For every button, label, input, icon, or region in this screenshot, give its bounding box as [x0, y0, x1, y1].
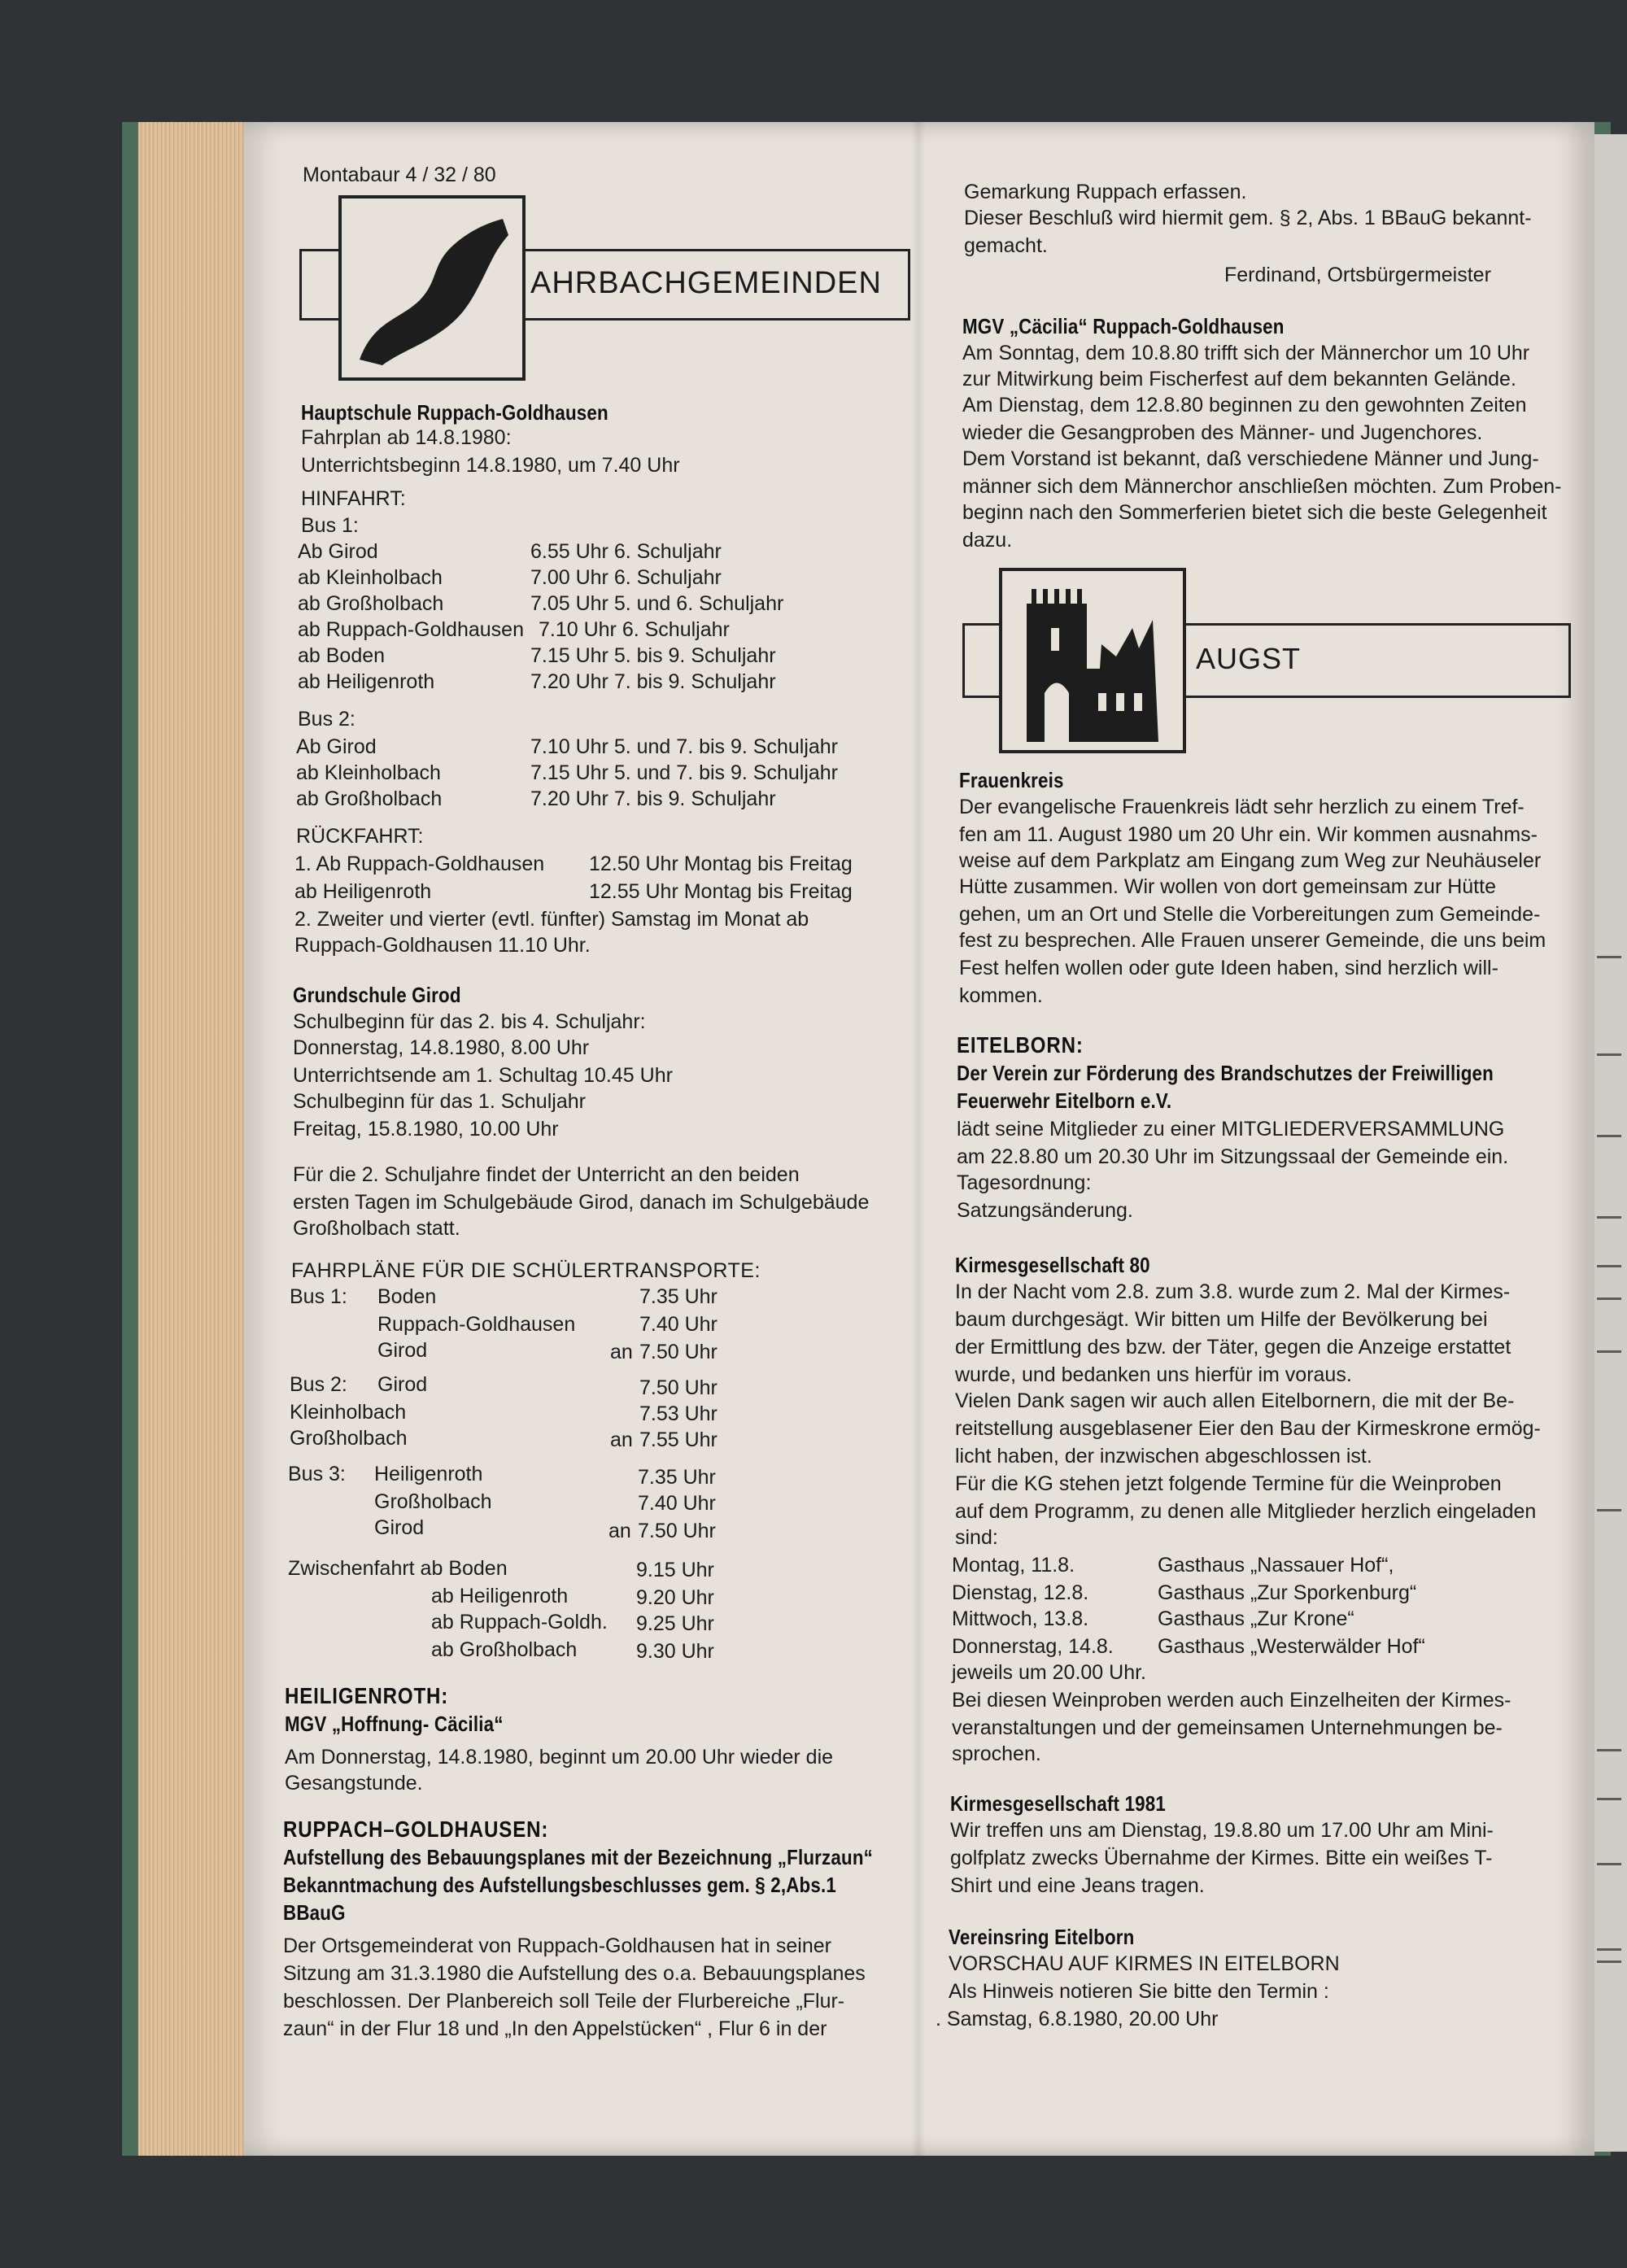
text-line: licht haben, der inzwischen abgeschlossen ist. — [955, 1445, 1372, 1468]
heading-kirmesgesellschaft-80: Kirmesgesellschaft 80 — [955, 1253, 1150, 1277]
text-line: Großholbach statt. — [293, 1217, 460, 1240]
stop: ab Ruppach-Goldhausen — [298, 618, 524, 641]
stop: ab Heiligenroth — [294, 880, 432, 903]
heading-vereinsring: Vereinsring Eitelborn — [949, 1925, 1135, 1949]
time: 7.35 Uhr — [638, 1466, 716, 1489]
time: 7.40 Uhr — [638, 1492, 716, 1515]
time: 7.50 Uhr — [639, 1376, 718, 1399]
text-line: weise auf dem Parkplatz am Eingang zum Weg zur Neuhäuseler — [959, 849, 1542, 872]
heading-ruppach-goldhausen: RUPPACH–GOLDHAUSEN: — [283, 1817, 549, 1842]
river-logo-icon — [342, 198, 522, 377]
text-line: Dieser Beschluß wird hiermit gem. § 2, Abs. 1 BBauG bekannt- — [964, 207, 1532, 229]
time: 9.25 Uhr — [636, 1612, 714, 1635]
stop: ab Heiligenroth — [298, 670, 435, 693]
ahrbach-logo-box — [338, 195, 526, 381]
section-title-augst: AUGST — [1196, 642, 1302, 675]
heading-grundschule: Grundschule Girod — [293, 983, 461, 1007]
text-line: Für die 2. Schuljahre findet der Unterricht an den beiden — [293, 1163, 800, 1186]
augst-logo-box — [999, 568, 1186, 753]
hinfahrt-label: HINFAHRT: — [301, 487, 406, 510]
time: 7.53 Uhr — [639, 1402, 718, 1425]
heading-kirmesgesellschaft-1981: Kirmesgesellschaft 1981 — [950, 1791, 1166, 1816]
text-line: ersten Tagen im Schulgebäude Girod, danach im Schulgebäude — [293, 1191, 870, 1214]
text-line: Shirt und eine Jeans tragen. — [950, 1874, 1205, 1897]
bus1-label: Bus 1: — [301, 514, 359, 537]
termin-date: Dienstag, 12.8. — [952, 1581, 1089, 1604]
text-line: der Ermittlung des bzw. der Täter, gegen die Anzeige erstattet — [955, 1336, 1511, 1359]
stop: ab Kleinholbach — [298, 566, 443, 589]
text-line: Der Ortsgemeinderat von Ruppach-Goldhausen hat in seiner — [283, 1934, 831, 1957]
heading-frauenkreis: Frauenkreis — [959, 768, 1064, 792]
text-line: reitstellung ausgeblasener Eier den Bau der Kirmeskrone ermög- — [955, 1417, 1541, 1440]
stop: Großholbach — [374, 1490, 492, 1513]
text-line: Unterrichtsende am 1. Schultag 10.45 Uhr — [293, 1064, 673, 1087]
stop: Zwischenfahrt ab Boden — [288, 1557, 508, 1580]
stop: Girod — [377, 1339, 428, 1362]
text-line: . Samstag, 6.8.1980, 20.00 Uhr — [936, 2008, 1219, 2030]
text-line: beginn nach den Sommerferien bietet sich die beste Gelegenheit — [962, 501, 1547, 524]
time: 7.50 Uhr — [638, 1520, 716, 1542]
text-line: zaun“ in der Flur 18 und „In den Appelstücken“ , Flur 6 in der — [283, 2017, 827, 2040]
text-line: gemacht. — [964, 234, 1048, 257]
text-line: VORSCHAU AUF KIRMES IN EITELBORN — [949, 1952, 1340, 1975]
termin-venue: Gasthaus „Nassauer Hof“, — [1158, 1554, 1394, 1577]
text-line: Am Donnerstag, 14.8.1980, beginnt um 20.00 Uhr wieder die — [285, 1746, 834, 1769]
time: 7.20 Uhr 7. bis 9. Schuljahr — [530, 670, 776, 693]
text-line: Dem Vorstand ist bekannt, daß verschiedene Männer und Jung- — [962, 447, 1539, 470]
stop: Ruppach-Goldhausen — [377, 1313, 576, 1336]
heading-heiligenroth: HEILIGENROTH: — [285, 1683, 449, 1708]
text-line: am 22.8.80 um 20.30 Uhr im Sitzungssaal der Gemeinde ein. — [957, 1145, 1509, 1168]
text-line: Tagesordnung: — [957, 1171, 1092, 1194]
time: 7.55 Uhr — [639, 1428, 718, 1451]
text-line: Gesangstunde. — [285, 1772, 423, 1795]
stop: ab Heiligenroth — [431, 1585, 569, 1607]
text-line: Vielen Dank sagen wir auch allen Eitelbornern, die mit der Be- — [955, 1389, 1515, 1412]
time: 7.35 Uhr — [639, 1285, 718, 1308]
bus-label: Bus 1: — [290, 1285, 347, 1308]
text-line: Satzungsänderung. — [957, 1199, 1133, 1222]
text-line: Schulbeginn für das 2. bis 4. Schuljahr: — [293, 1010, 646, 1033]
text-line: golfplatz zwecks Übernahme der Kirmes. Bitte ein weißes T- — [950, 1847, 1493, 1869]
bus-label: Bus 2: — [290, 1373, 347, 1396]
arrival-marker: an — [608, 1520, 631, 1542]
text-line: sprochen. — [952, 1742, 1041, 1765]
text-line: jeweils um 20.00 Uhr. — [952, 1661, 1147, 1684]
heading-bebauungsplan: Bekanntmachung des Aufstellungsbeschlusses gem. § 2,Abs.1 — [283, 1873, 836, 1897]
termin-venue: Gasthaus „Zur Krone“ — [1158, 1607, 1354, 1630]
text-line: Bei diesen Weinproben werden auch Einzelheiten der Kirmes- — [952, 1689, 1511, 1712]
stop: ab Boden — [298, 644, 386, 667]
time: 12.55 Uhr Montag bis Freitag — [589, 880, 853, 903]
stop: Großholbach — [290, 1427, 408, 1450]
stop: Ab Girod — [298, 540, 378, 563]
time: 7.05 Uhr 5. und 6. Schuljahr — [530, 592, 784, 615]
section-title-ahrbachgemeinden: AHRBACHGEMEINDEN — [530, 266, 882, 300]
heading-bebauungsplan: Aufstellung des Bebauungsplanes mit der Bezeichnung „Flurzaun“ — [283, 1845, 874, 1869]
time: 9.15 Uhr — [636, 1559, 714, 1581]
time: 7.20 Uhr 7. bis 9. Schuljahr — [530, 787, 776, 810]
text-line: Gemarkung Ruppach erfassen. — [964, 181, 1247, 203]
text-line: veranstaltungen und der gemeinsamen Unternehmungen be- — [952, 1716, 1503, 1739]
stop: ab Kleinholbach — [296, 761, 441, 784]
issue-number: Montabaur 4 / 32 / 80 — [303, 164, 496, 186]
text-line: Fest helfen wollen oder gute Ideen haben, sind herzlich will- — [959, 957, 1498, 979]
stop: Ab Girod — [296, 735, 377, 758]
time: 7.50 Uhr — [639, 1341, 718, 1363]
stop: ab Großholbach — [298, 592, 444, 615]
text-line: Donnerstag, 14.8.1980, 8.00 Uhr — [293, 1036, 590, 1059]
text-line: männer sich dem Männerchor anschließen möchten. Zum Proben- — [962, 475, 1562, 498]
time: 9.20 Uhr — [636, 1586, 714, 1609]
text-line: Der evangelische Frauenkreis lädt sehr herzlich zu einem Tref- — [959, 796, 1524, 818]
text-line: Am Sonntag, dem 10.8.80 trifft sich der Männerchor um 10 Uhr — [962, 342, 1530, 364]
fahrplan-date: Fahrplan ab 14.8.1980: — [301, 426, 512, 449]
termin-date: Donnerstag, 14.8. — [952, 1635, 1114, 1658]
text-line: Als Hinweis notieren Sie bitte den Termin : — [949, 1980, 1329, 2003]
text-line: Schulbeginn für das 1. Schuljahr — [293, 1090, 586, 1113]
bus-label: Bus 3: — [288, 1463, 346, 1485]
stop: Girod — [374, 1516, 425, 1539]
time: 7.10 Uhr 6. Schuljahr — [539, 618, 730, 641]
rueckfahrt-saturday: 2. Zweiter und vierter (evtl. fünfter) Samstag im Monat ab — [294, 908, 809, 931]
text-line: In der Nacht vom 2.8. zum 3.8. wurde zum 2. Mal der Kirmes- — [955, 1280, 1511, 1303]
stop: ab Großholbach — [296, 787, 443, 810]
stop: Girod — [377, 1373, 428, 1396]
time: 7.10 Uhr 5. und 7. bis 9. Schuljahr — [530, 735, 839, 758]
time: 12.50 Uhr Montag bis Freitag — [589, 853, 853, 875]
text-line: gehen, um an Ort und Stelle die Vorbereitungen zum Gemeinde- — [959, 903, 1541, 926]
heading-feuerwehr-verein: Feuerwehr Eitelborn e.V. — [957, 1088, 1172, 1113]
text-line: wieder die Gesangproben des Männer- und Jugenchores. — [962, 421, 1483, 444]
text-line: Freitag, 15.8.1980, 10.00 Uhr — [293, 1118, 559, 1141]
stop: Heiligenroth — [374, 1463, 483, 1485]
text-line: fest zu besprechen. Alle Frauen unserer Gemeinde, die uns beim — [959, 929, 1546, 952]
time: 7.15 Uhr 5. und 7. bis 9. Schuljahr — [530, 761, 839, 784]
text-line: kommen. — [959, 984, 1043, 1007]
text-line: wurde, und bedanken uns hierfür im voraus. — [955, 1363, 1352, 1386]
bus2-label: Bus 2: — [298, 708, 355, 731]
signature: Ferdinand, Ortsbürgermeister — [1224, 264, 1491, 286]
stop: ab Großholbach — [431, 1638, 578, 1661]
text-line: auf dem Programm, zu denen alle Mitglieder herzlich eingeladen — [955, 1500, 1537, 1523]
text-line: fen am 11. August 1980 um 20 Uhr ein. Wir kommen ausnahms- — [959, 823, 1538, 846]
time: 7.40 Uhr — [639, 1313, 718, 1336]
text-line: sind: — [955, 1526, 998, 1549]
text-line: Wir treffen uns am Dienstag, 19.8.80 um 17.00 Uhr am Mini- — [950, 1819, 1494, 1842]
next-page-edge — [1590, 134, 1627, 2152]
castle-ruin-icon — [1002, 571, 1183, 750]
text-line: Für die KG stehen jetzt folgende Termine für die Weinproben — [955, 1472, 1502, 1495]
text-line: Am Dienstag, dem 12.8.80 beginnen zu den gewohnten Zeiten — [962, 394, 1527, 417]
heading-feuerwehr-verein: Der Verein zur Förderung des Brandschutzes der Freiwilligen — [957, 1061, 1494, 1085]
time: 6.55 Uhr 6. Schuljahr — [530, 540, 722, 563]
arrival-marker: an — [610, 1428, 633, 1451]
page-gutter — [911, 122, 926, 2156]
arrival-marker: an — [610, 1341, 633, 1363]
heading-eitelborn: EITELBORN: — [957, 1032, 1084, 1058]
termin-date: Mittwoch, 13.8. — [952, 1607, 1089, 1630]
page-stack-edge — [138, 122, 252, 2156]
time: 9.30 Uhr — [636, 1640, 714, 1663]
heading-mgv-hoffnung: MGV „Hoffnung- Cäcilia“ — [285, 1712, 504, 1736]
termin-date: Montag, 11.8. — [952, 1554, 1075, 1577]
termin-venue: Gasthaus „Westerwälder Hof“ — [1158, 1635, 1425, 1658]
termin-venue: Gasthaus „Zur Sporkenburg“ — [1158, 1581, 1417, 1604]
time: 7.00 Uhr 6. Schuljahr — [530, 566, 722, 589]
heading-hauptschule: Hauptschule Ruppach-Goldhausen — [301, 400, 608, 425]
fahrplaene-heading: FAHRPLÄNE FÜR DIE SCHÜLERTRANSPORTE: — [291, 1259, 761, 1282]
time: 7.15 Uhr 5. bis 9. Schuljahr — [530, 644, 776, 667]
stop: 1. Ab Ruppach-Goldhausen — [294, 853, 545, 875]
stop: Kleinholbach — [290, 1401, 407, 1424]
rueckfahrt-label: RÜCKFAHRT: — [296, 825, 424, 848]
text-line: zur Mitwirkung beim Fischerfest auf dem bekannten Gelände. — [962, 368, 1516, 390]
text-line: dazu. — [962, 529, 1013, 552]
text-line: baum durchgesägt. Wir bitten um Hilfe der Bevölkerung bei — [955, 1308, 1488, 1331]
heading-mgv-caecilia: MGV „Cäcilia“ Ruppach-Goldhausen — [962, 314, 1285, 338]
rueckfahrt-saturday-2: Ruppach-Goldhausen 11.10 Uhr. — [294, 934, 591, 957]
heading-bebauungsplan: BBauG — [283, 1900, 346, 1925]
text-line: Hütte zusammen. Wir wollen von dort gemeinsam zur Hütte — [959, 875, 1496, 898]
text-line: beschlossen. Der Planbereich soll Teile der Flurbereiche „Flur- — [283, 1990, 845, 2013]
unterrichtsbeginn: Unterrichtsbeginn 14.8.1980, um 7.40 Uhr — [301, 454, 680, 477]
stop: Boden — [377, 1285, 437, 1308]
stop: ab Ruppach-Goldh. — [431, 1611, 608, 1633]
text-line: Sitzung am 31.3.1980 die Aufstellung des o.a. Bebauungsplanes — [283, 1962, 866, 1985]
text-line: lädt seine Mitglieder zu einer MITGLIEDERVERSAMMLUNG — [957, 1118, 1505, 1141]
